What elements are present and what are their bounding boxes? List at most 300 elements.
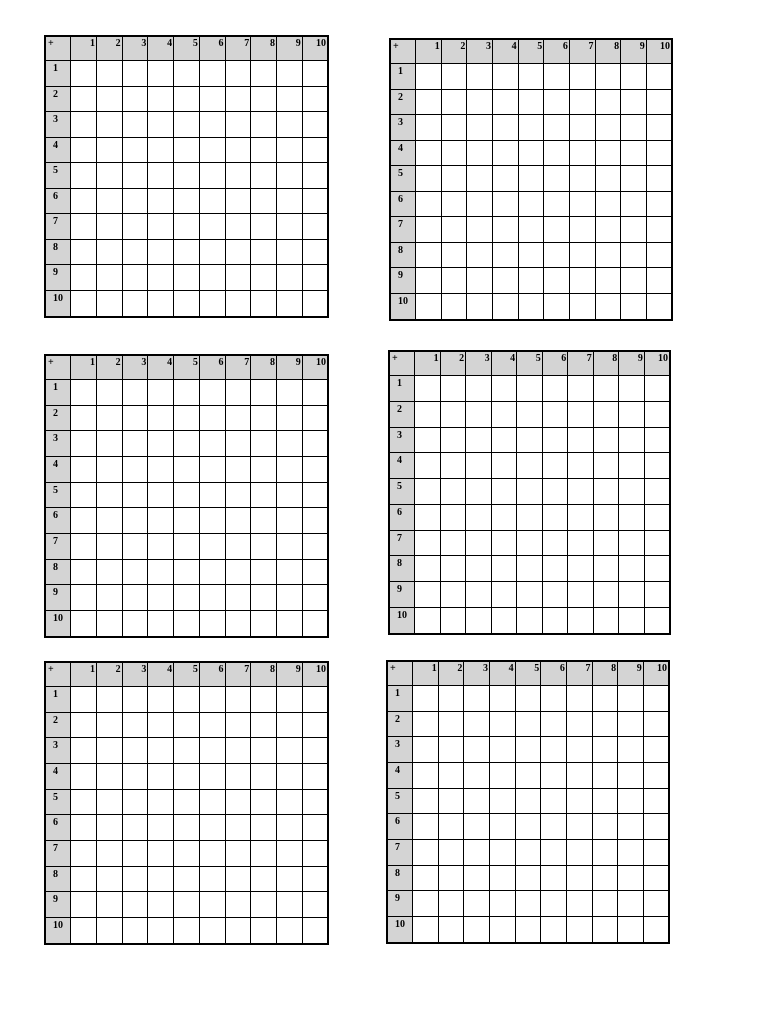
answer-cell [569,115,595,141]
answer-cell [96,457,122,483]
answer-cell [122,610,148,637]
answer-cell [440,530,466,556]
column-header-cell: 8 [593,351,619,376]
row-header-cell: 6 [45,188,71,214]
answer-cell [413,737,439,763]
answer-cell [566,711,592,737]
answer-cell [415,530,441,556]
answer-cell [493,217,519,243]
column-header-cell: 8 [251,36,277,61]
answer-cell [71,380,97,406]
answer-cell [276,533,302,559]
answer-cell [592,814,618,840]
answer-cell [415,427,441,453]
answer-cell [490,916,516,943]
answer-cell [199,431,225,457]
answer-cell [199,789,225,815]
column-header-cell: 10 [302,662,328,687]
answer-cell [174,559,200,585]
answer-cell [542,607,568,634]
answer-cell [415,556,441,582]
answer-cell [122,380,148,406]
answer-cell [621,242,647,268]
answer-cell [515,686,541,712]
answer-cell [541,763,567,789]
answer-cell [71,738,97,764]
column-header-cell: 2 [440,351,466,376]
column-header-cell: 6 [544,39,570,64]
column-header-cell: 9 [621,39,647,64]
answer-cell [621,166,647,192]
answer-cell [413,891,439,917]
answer-cell [71,61,97,87]
answer-cell [174,585,200,611]
answer-cell [174,457,200,483]
answer-cell [595,268,621,294]
answer-cell [122,405,148,431]
answer-cell [416,64,442,90]
answer-cell [542,556,568,582]
answer-cell [438,865,464,891]
answer-cell [251,533,277,559]
answer-cell [174,866,200,892]
answer-cell [96,239,122,265]
answer-cell [174,738,200,764]
answer-cell [251,239,277,265]
table-row [387,865,669,891]
corner-operator-cell: + [390,39,416,64]
answer-cell [592,711,618,737]
answer-cell [148,840,174,866]
answer-cell [148,61,174,87]
row-header-cell: 4 [45,764,71,790]
answer-cell [568,556,594,582]
row-header-cell: 2 [387,711,413,737]
answer-cell [302,214,328,240]
answer-cell [71,917,97,944]
answer-cell [438,763,464,789]
answer-cell [96,866,122,892]
answer-cell [416,293,442,320]
answer-cell [302,265,328,291]
answer-cell [566,916,592,943]
answer-cell [618,711,644,737]
row-header-cell: 3 [389,427,415,453]
answer-cell [518,64,544,90]
answer-cell [566,788,592,814]
answer-cell [276,457,302,483]
answer-cell [302,738,328,764]
answer-cell [96,533,122,559]
answer-cell [225,840,251,866]
row-header-cell: 3 [387,737,413,763]
addition-table-4 [388,350,671,635]
table-row [45,712,328,738]
answer-cell [541,711,567,737]
answer-cell [96,508,122,534]
answer-cell [569,217,595,243]
answer-cell [71,508,97,534]
column-header-cell: 9 [619,351,645,376]
column-header-cell: 10 [302,36,328,61]
answer-cell [592,916,618,943]
table-row [389,402,670,428]
answer-cell [96,112,122,138]
answer-cell [302,431,328,457]
answer-cell [122,840,148,866]
corner-operator-cell: + [389,351,415,376]
answer-cell [413,916,439,943]
answer-cell [490,737,516,763]
answer-cell [466,402,492,428]
row-header-cell: 4 [45,457,71,483]
answer-cell [251,840,277,866]
answer-cell [515,788,541,814]
column-header-cell: 1 [71,36,97,61]
answer-cell [467,89,493,115]
answer-cell [644,479,670,505]
answer-cell [302,815,328,841]
answer-cell [71,265,97,291]
answer-cell [148,687,174,713]
row-header-cell: 7 [45,840,71,866]
row-header-cell: 1 [387,686,413,712]
answer-cell [96,559,122,585]
answer-cell [251,380,277,406]
answer-cell [490,711,516,737]
column-header-cell: 1 [71,355,97,380]
answer-cell [122,585,148,611]
answer-cell [569,140,595,166]
answer-cell [518,115,544,141]
table-row [45,457,328,483]
answer-cell [251,405,277,431]
answer-cell [148,815,174,841]
answer-cell [148,764,174,790]
column-header-cell: 8 [251,662,277,687]
answer-cell [276,265,302,291]
row-header-cell: 8 [45,559,71,585]
answer-cell [276,917,302,944]
answer-cell [592,788,618,814]
answer-cell [441,268,467,294]
answer-cell [467,191,493,217]
answer-cell [438,788,464,814]
answer-cell [467,242,493,268]
answer-cell [415,376,441,402]
answer-cell [225,866,251,892]
answer-cell [148,866,174,892]
answer-cell [122,163,148,189]
header-row [390,39,672,64]
row-header-cell: 8 [387,865,413,891]
answer-cell [276,188,302,214]
answer-cell [518,166,544,192]
answer-cell [276,764,302,790]
answer-cell [122,112,148,138]
table-row [389,427,670,453]
answer-cell [544,115,570,141]
addition-table-3 [44,354,329,638]
answer-cell [122,815,148,841]
answer-cell [490,788,516,814]
table-row [387,763,669,789]
answer-cell [96,405,122,431]
answer-cell [490,839,516,865]
answer-cell [491,556,517,582]
answer-cell [225,86,251,112]
table-row [45,840,328,866]
row-header-cell: 5 [45,789,71,815]
table-row [45,866,328,892]
answer-cell [517,556,543,582]
answer-cell [71,457,97,483]
answer-cell [199,533,225,559]
answer-cell [643,711,669,737]
table-row [390,140,672,166]
answer-cell [276,508,302,534]
answer-cell [518,89,544,115]
answer-cell [490,891,516,917]
answer-cell [515,737,541,763]
answer-cell [466,453,492,479]
answer-cell [122,892,148,918]
answer-cell [593,582,619,608]
row-header-cell: 7 [387,839,413,865]
header-row [45,355,328,380]
row-header-cell: 3 [390,115,416,141]
answer-cell [148,610,174,637]
answer-cell [302,559,328,585]
answer-cell [491,530,517,556]
column-header-cell: 1 [415,351,441,376]
answer-cell [593,530,619,556]
answer-cell [276,789,302,815]
answer-cell [302,290,328,317]
answer-cell [618,737,644,763]
answer-cell [71,687,97,713]
answer-cell [122,457,148,483]
column-header-cell: 4 [148,355,174,380]
answer-cell [174,290,200,317]
answer-cell [122,61,148,87]
answer-cell [148,712,174,738]
table-row [45,789,328,815]
answer-cell [96,163,122,189]
answer-cell [96,738,122,764]
answer-cell [251,290,277,317]
answer-cell [518,217,544,243]
answer-cell [646,89,672,115]
answer-cell [464,686,490,712]
answer-cell [619,582,645,608]
answer-cell [621,115,647,141]
answer-cell [438,916,464,943]
table-row [45,917,328,944]
table-row [387,686,669,712]
answer-cell [251,163,277,189]
column-header-cell: 1 [71,662,97,687]
answer-cell [646,166,672,192]
answer-cell [199,892,225,918]
answer-cell [148,405,174,431]
answer-cell [416,217,442,243]
answer-cell [302,112,328,138]
header-row [387,661,669,686]
row-header-cell: 8 [390,242,416,268]
answer-cell [491,479,517,505]
answer-cell [490,763,516,789]
answer-cell [122,265,148,291]
addition-table-1 [44,35,329,318]
row-header-cell: 1 [390,64,416,90]
answer-cell [493,64,519,90]
column-header-cell: 4 [490,661,516,686]
row-header-cell: 4 [45,137,71,163]
answer-cell [542,453,568,479]
answer-cell [276,290,302,317]
row-header-cell: 9 [387,891,413,917]
answer-cell [440,479,466,505]
table-row [45,380,328,406]
row-header-cell: 8 [45,866,71,892]
answer-cell [416,89,442,115]
answer-cell [413,788,439,814]
answer-cell [251,86,277,112]
answer-cell [71,840,97,866]
answer-cell [490,814,516,840]
column-header-cell: 7 [569,39,595,64]
answer-cell [174,482,200,508]
answer-cell [122,687,148,713]
column-header-cell: 10 [302,355,328,380]
answer-cell [96,687,122,713]
answer-cell [225,482,251,508]
row-header-cell: 10 [45,610,71,637]
answer-cell [148,86,174,112]
column-header-cell: 5 [174,662,200,687]
answer-cell [544,64,570,90]
answer-cell [96,431,122,457]
table-row [389,479,670,505]
answer-cell [199,405,225,431]
answer-cell [174,764,200,790]
table-row [389,376,670,402]
answer-cell [148,533,174,559]
answer-cell [544,140,570,166]
table-row [390,115,672,141]
answer-cell [276,163,302,189]
answer-cell [466,607,492,634]
answer-cell [251,112,277,138]
answer-cell [276,610,302,637]
answer-cell [595,140,621,166]
answer-cell [490,865,516,891]
corner-operator-cell: + [45,355,71,380]
table-row [45,815,328,841]
column-header-cell: 9 [276,36,302,61]
table-row [45,738,328,764]
answer-cell [122,290,148,317]
answer-cell [96,585,122,611]
table-row [389,607,670,634]
column-header-cell: 6 [541,661,567,686]
answer-cell [225,112,251,138]
answer-cell [71,405,97,431]
answer-cell [491,376,517,402]
answer-cell [174,380,200,406]
answer-cell [96,188,122,214]
answer-cell [569,166,595,192]
column-header-cell: 7 [225,36,251,61]
column-header-cell: 1 [416,39,442,64]
answer-cell [199,917,225,944]
column-header-cell: 7 [566,661,592,686]
answer-cell [225,290,251,317]
answer-cell [438,839,464,865]
answer-cell [122,866,148,892]
column-header-cell: 10 [644,351,670,376]
row-header-cell: 10 [389,607,415,634]
answer-cell [542,530,568,556]
answer-cell [464,814,490,840]
answer-cell [593,427,619,453]
answer-cell [493,115,519,141]
answer-cell [71,815,97,841]
answer-cell [122,533,148,559]
answer-cell [174,789,200,815]
answer-cell [491,427,517,453]
answer-cell [644,402,670,428]
answer-cell [251,789,277,815]
table-row [390,268,672,294]
answer-cell [595,293,621,320]
answer-cell [518,242,544,268]
answer-cell [646,64,672,90]
column-header-cell: 2 [438,661,464,686]
answer-cell [199,764,225,790]
answer-cell [569,64,595,90]
answer-cell [276,405,302,431]
answer-cell [148,559,174,585]
answer-cell [644,556,670,582]
answer-cell [415,582,441,608]
answer-cell [148,431,174,457]
table-row [389,556,670,582]
answer-cell [644,453,670,479]
answer-cell [71,866,97,892]
addition-table-2 [389,38,673,321]
answer-cell [493,242,519,268]
table-row [45,112,328,138]
answer-cell [464,763,490,789]
answer-cell [225,892,251,918]
answer-cell [199,482,225,508]
corner-operator-cell: + [45,662,71,687]
answer-cell [413,763,439,789]
answer-cell [568,582,594,608]
table-row [45,265,328,291]
answer-cell [276,239,302,265]
table-row [390,166,672,192]
row-header-cell: 9 [45,585,71,611]
column-header-cell: 5 [517,351,543,376]
answer-cell [441,217,467,243]
answer-cell [643,814,669,840]
answer-cell [517,530,543,556]
answer-cell [174,214,200,240]
answer-cell [542,479,568,505]
